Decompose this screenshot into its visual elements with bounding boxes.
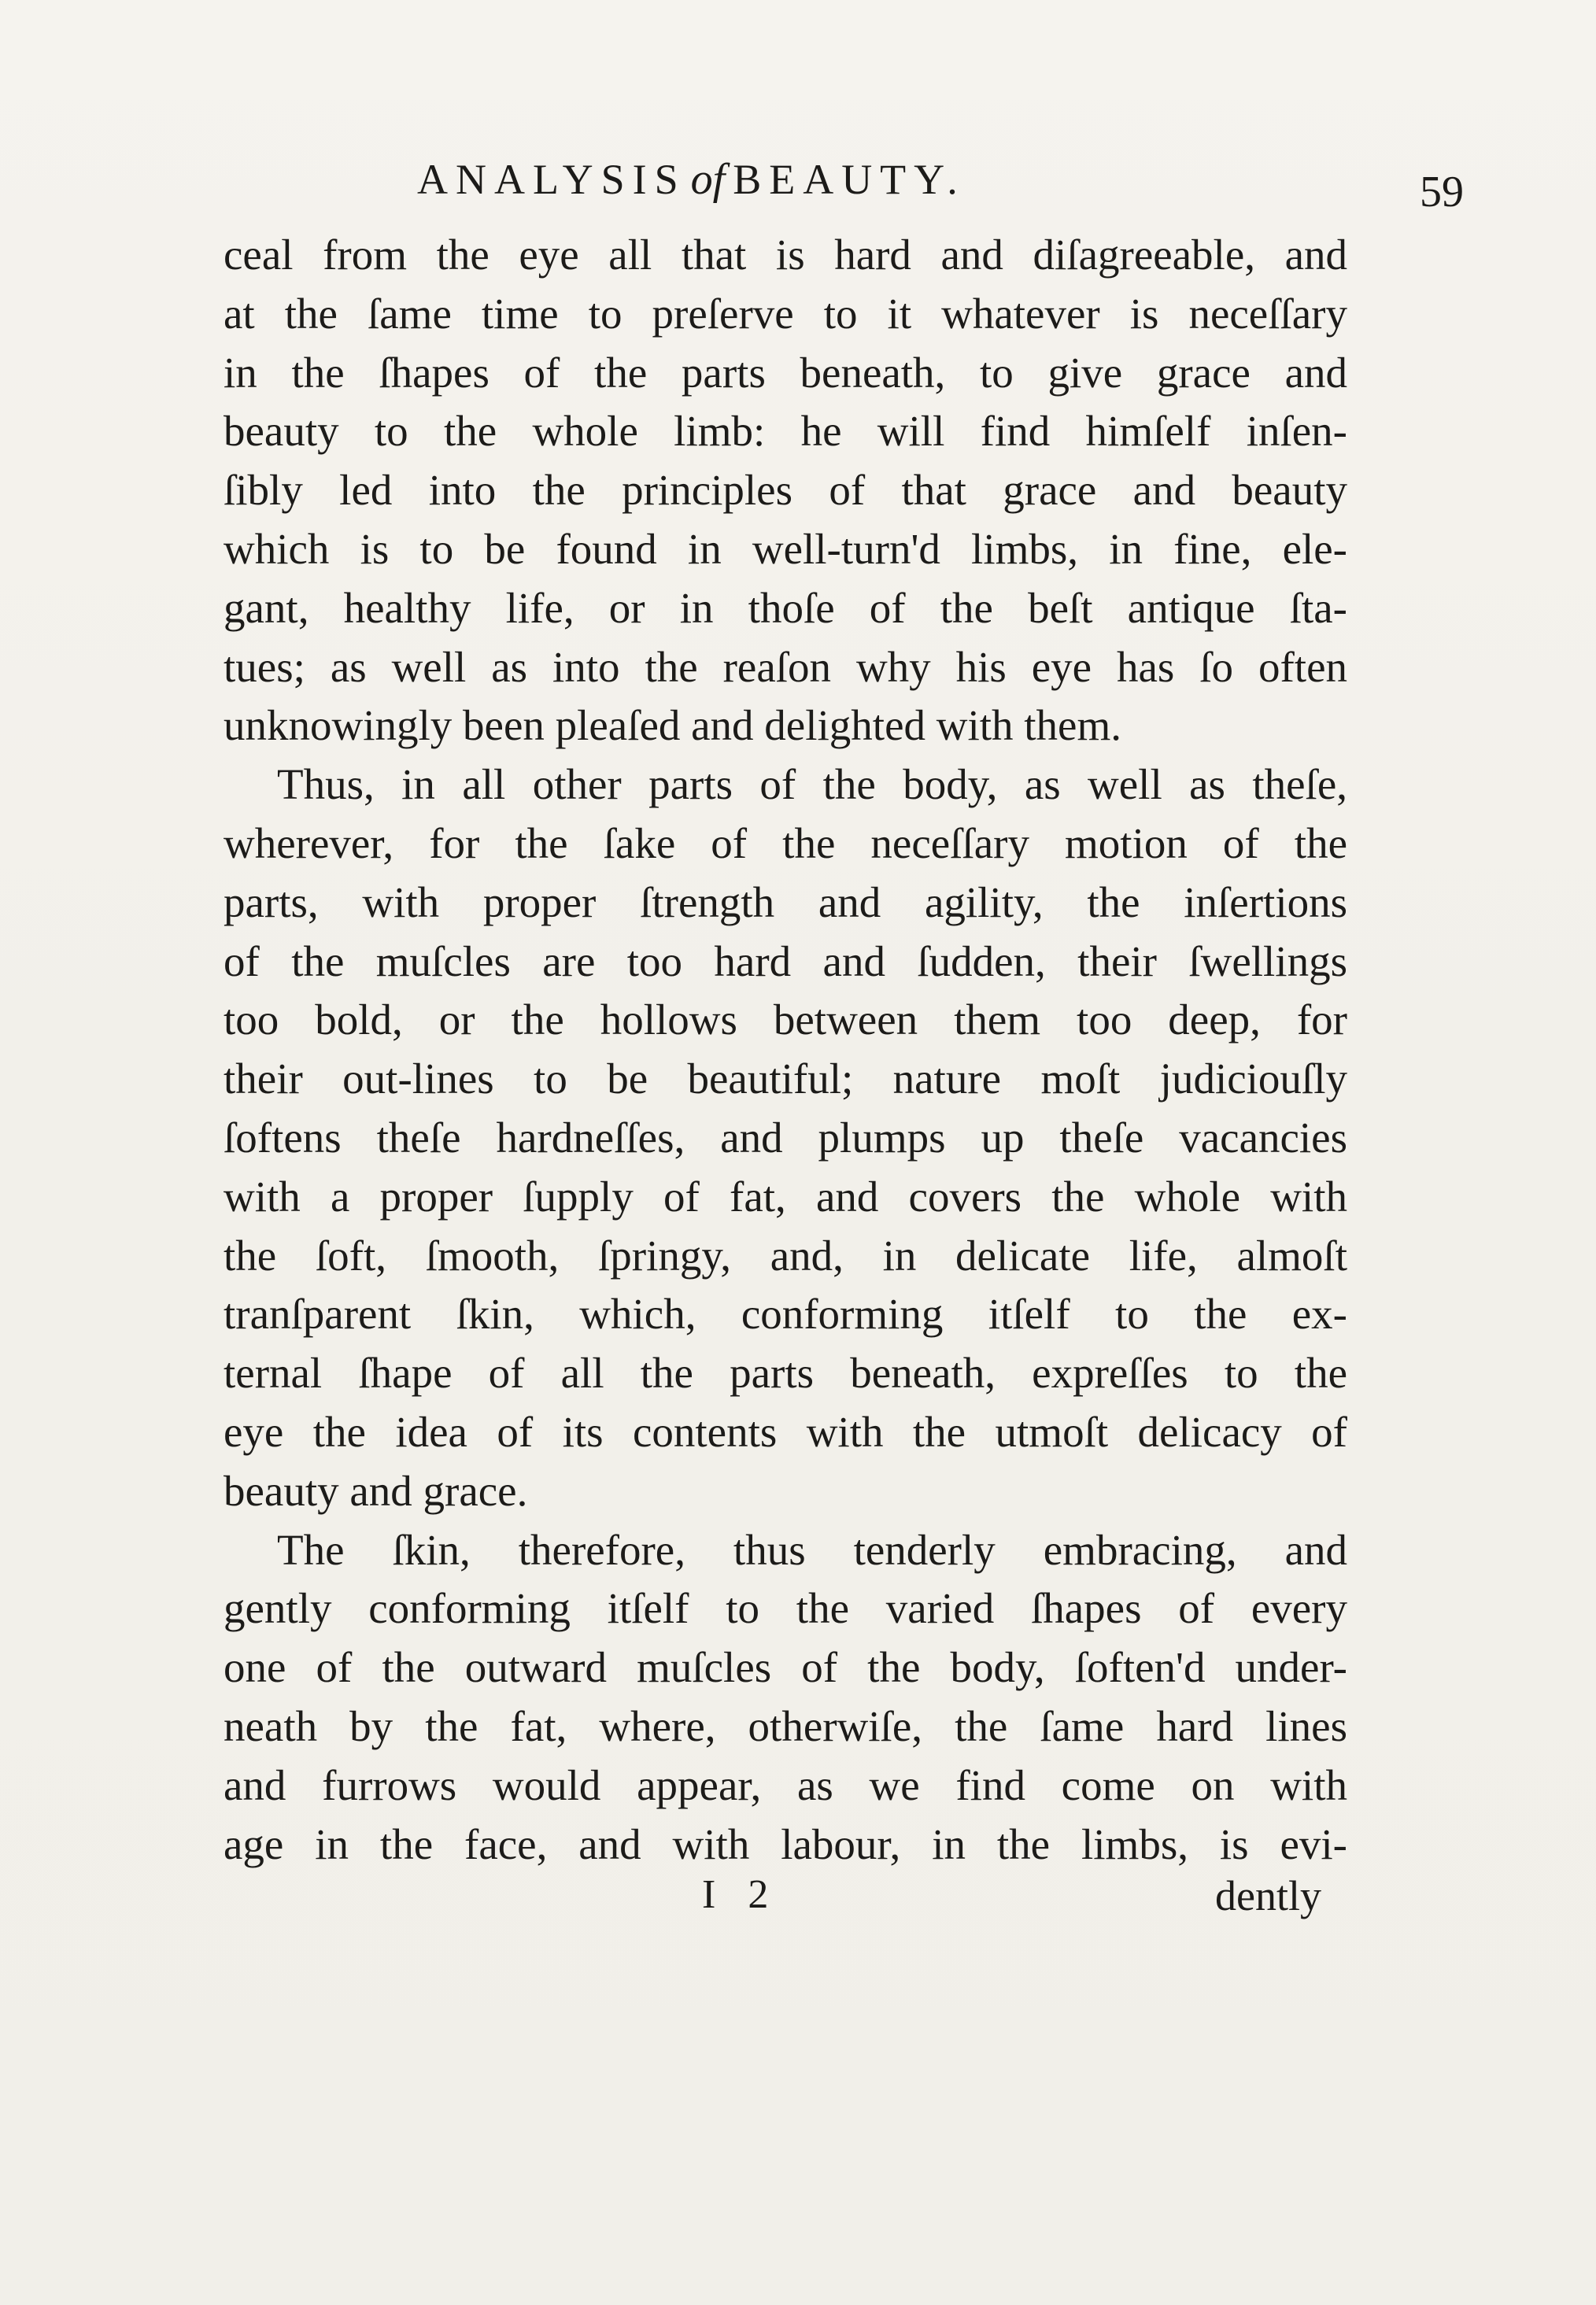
text-line: one of the outward muſcles of the body, ſoften'd under- [224, 1643, 1347, 1692]
text-line: gant, healthy life, or in thoſe of the beſt antique ſta- [224, 583, 1347, 632]
body-text [224, 226, 1347, 1874]
text-line: Thus, in all other parts of the body, as well as theſe, [277, 760, 1347, 809]
text-line: beauty to the whole limb: he will find himſelf inſen- [224, 407, 1347, 456]
text-line: the ſoft, ſmooth, ſpringy, and, in delicate life, almoſt [224, 1231, 1347, 1280]
running-head [417, 154, 966, 205]
text-line: wherever, for the ſake of the neceſſary motion of the [224, 818, 1347, 867]
text-line: their out-lines to be beautiful; nature moſt judiciouſly [224, 1055, 1347, 1103]
text-line: unknowingly been pleaſed and delighted with them. [224, 701, 1121, 750]
text-line: and furrows would appear, as we find come on with [224, 1760, 1347, 1809]
text-line: ternal ſhape of all the parts beneath, expreſſes to the [224, 1349, 1347, 1398]
text-line: ſibly led into the principles of that grace and beauty [224, 466, 1347, 515]
text-line: gently conforming itſelf to the varied ſhapes of every [224, 1584, 1347, 1633]
text-line: The ſkin, therefore, thus tenderly embracing, and [277, 1525, 1347, 1574]
text-line: parts, with proper ſtrength and agility, the inſertions [224, 877, 1347, 926]
signature-mark: I 2 [702, 1872, 780, 1917]
text-line: eye the idea of its contents with the utmoſt delicacy of [224, 1407, 1347, 1456]
text-line: at the ſame time to preſerve to it whatever is neceſſary [224, 289, 1347, 338]
page-number: 59 [1420, 168, 1464, 216]
text-line: which is to be found in well-turn'd limbs, in fine, ele- [224, 524, 1347, 573]
text-line: neath by the fat, where, otherwiſe, the ſame hard lines [224, 1701, 1347, 1750]
paragraph-2 [224, 755, 1347, 1520]
text-line: tues; as well as into the reaſon why his eye has ſo often [224, 642, 1347, 691]
text-line: of the muſcles are too hard and ſudden, their ſwellings [224, 936, 1347, 985]
running-head-of: of [690, 155, 726, 204]
catchword: dently [1215, 1872, 1321, 1919]
text-line: too bold, or the hollows between them too deep, for [224, 996, 1347, 1044]
paragraph-1 [224, 226, 1347, 755]
paragraph-3 [224, 1521, 1347, 1875]
text-line: with a proper ſupply of fat, and covers the whole with [224, 1172, 1347, 1221]
text-line: ceal from the eye all that is hard and diſagreeable, and [224, 231, 1347, 279]
text-line: age in the face, and with labour, in the limbs, is evi- [224, 1819, 1347, 1868]
running-head-left: ANALYSIS [417, 156, 686, 203]
text-line: beauty and grace. [224, 1466, 528, 1515]
text-line: ſoftens theſe hardneſſes, and plumps up theſe vacancies [224, 1113, 1347, 1162]
text-line: tranſparent ſkin, which, conforming itſelf to the ex- [224, 1290, 1347, 1339]
text-line: in the ſhapes of the parts beneath, to give grace and [224, 348, 1347, 397]
running-head-right: BEAUTY. [733, 156, 966, 203]
